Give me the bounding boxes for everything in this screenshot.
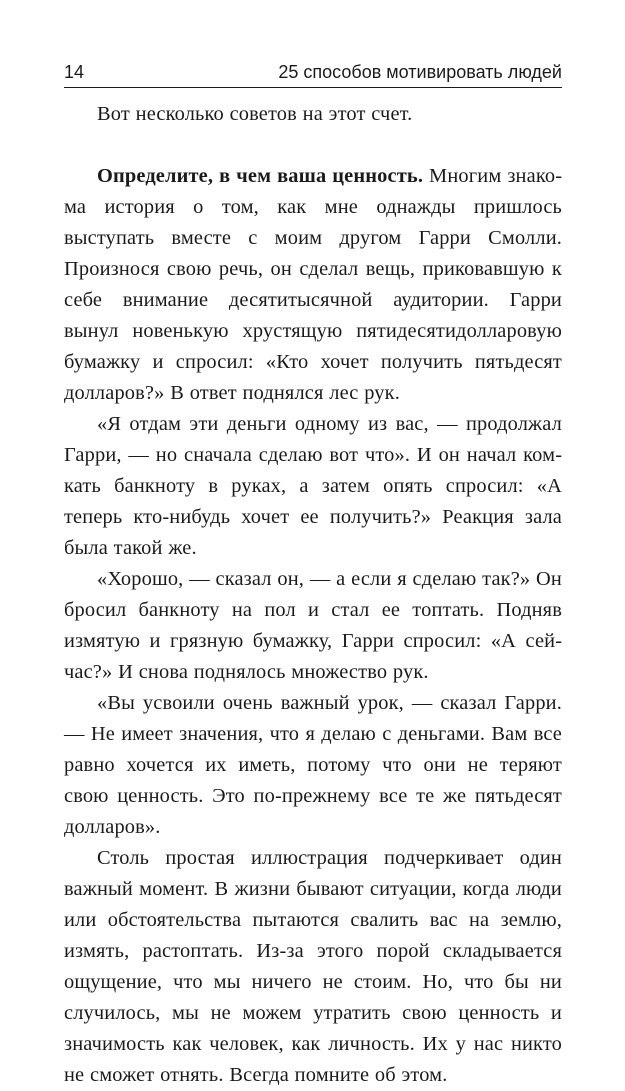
paragraph-lesson: [64, 688, 562, 843]
paragraph-trample: [64, 564, 562, 688]
body-text: [64, 99, 562, 1091]
paragraph-text: Многим знакома история о том, как мне однажды пришлось выступать вместе с моим другом Гарри Смолли. Произнося свою речь, он сделал вещь, приковавшую к себе внимание десятитысячной аудитории. Гарри вынул новенькую хрустящую пятидесятидолларовую бумажку и спросил: «Кто хочет получить пятьдесят долларов?» В ответ поднялся лес рук.: [64, 165, 562, 404]
paragraph-lead-heading: Определите, в чем ваша ценность.: [97, 165, 424, 187]
paragraph-text: Столь простая иллюстрация подчеркивает один важный момент. В жизни бывают ситуации, когда люди или обстоятельства пытаются свалить вас на землю, измять, растоптать. Из-за этого порой складывается ощущение, что мы ничего не стоим. Но, что бы ни случилось, мы не можем утратить свою ценность и значимость как человек, как личность. Их у нас никто не сможет отнять. Всегда помните об этом.: [64, 847, 562, 1086]
paragraph-text: «Я отдам эти деньги одному из вас, — продолжал Гарри, — но сначала сделаю вот что». И он начал комкать банкноту в руках, а затем опять спросил: «А теперь кто-нибудь хочет ее получить?» Реакция зала была такой же.: [64, 413, 562, 559]
paragraph-intro: [64, 99, 562, 130]
page-number: 14: [64, 62, 85, 82]
paragraph-crumple: [64, 409, 562, 564]
running-head: [64, 58, 562, 86]
paragraph-text: Вот несколько советов на этот счет.: [97, 103, 413, 125]
header-rule: [64, 87, 562, 88]
paragraph-text: «Хорошо, — сказал он, — а если я сделаю так?» Он бросил банкноту на пол и стал ее топтать. Подняв измятую и грязную бумажку, Гарри спросил: «А сейчас?» И снова поднялось множество рук.: [64, 568, 562, 683]
paragraph-value: [64, 161, 562, 409]
running-title: 25 способов мотивировать людей: [278, 62, 562, 82]
paragraph-text: «Вы усвоили очень важный урок, — сказал Гарри. — Не имеет значения, что я делаю с деньгами. Вам все равно хочется их иметь, потому что они не теряют свою ценность. Это по-прежнему все те же пятьдесят долларов».: [64, 692, 562, 838]
paragraph-conclusion: [64, 843, 562, 1091]
